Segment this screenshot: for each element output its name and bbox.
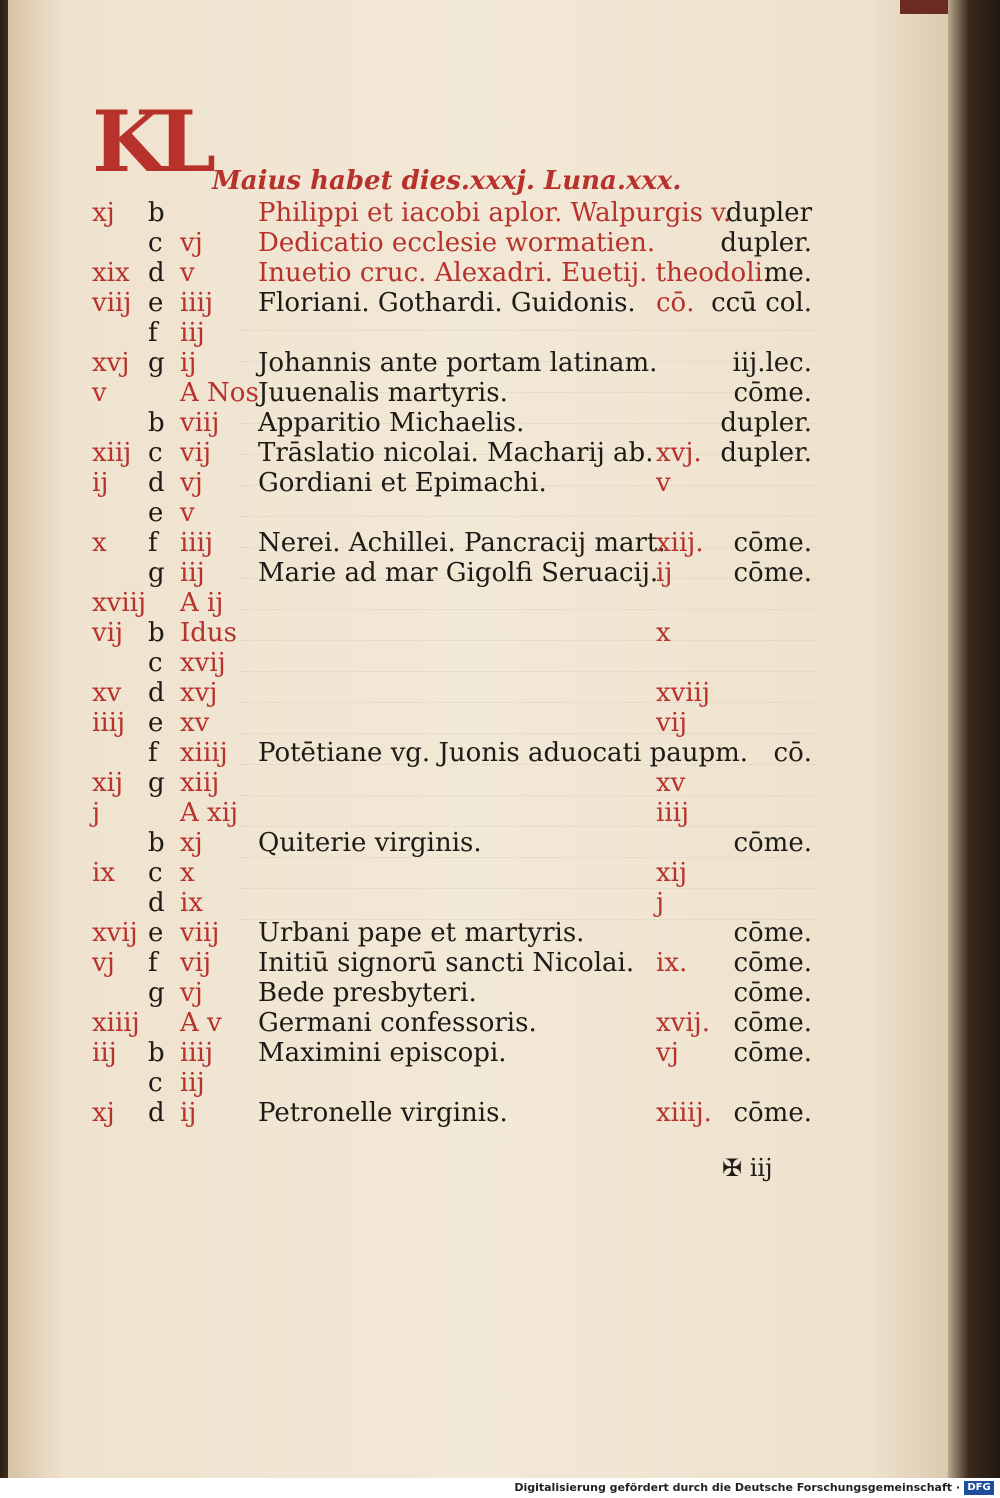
feast-name: Philippi et iacobi aplor. Walpurgis v. [258,198,732,228]
dominical-letter: c [148,228,163,258]
dominical-letter: f [148,528,158,558]
rank: cōme. [733,828,812,858]
rank: cōme. [733,948,812,978]
dominical-letter: f [148,318,158,348]
calendar-row [0,258,940,288]
calendar-row [0,468,940,498]
calendar-row [0,318,940,348]
dominical-letter: e [148,288,164,318]
dfg-logo: DFG [964,1481,994,1495]
calendar-row [0,378,940,408]
calendar-row [0,1008,940,1038]
rank: cōme. [733,918,812,948]
roman-date: x [180,858,195,888]
calendar-row [0,678,940,708]
rank: cōme. [733,528,812,558]
rank: dupler [725,198,812,228]
dominical-letter: g [148,768,165,798]
roman-date: v [180,498,195,528]
golden-number: xj [92,1098,115,1128]
page-edge [948,0,1000,1478]
rank: me. [763,258,812,288]
rank: cōme. [733,1038,812,1068]
roman-date: A Nos [180,378,259,408]
golden-number: ix [92,858,115,888]
calendar-row [0,438,940,468]
calendar-row [0,948,940,978]
roman-date: viij [180,918,220,948]
roman-date: xvij [180,648,226,678]
golden-number: xiij [92,438,132,468]
dominical-letter: d [148,258,165,288]
rank: dupler. [720,228,812,258]
roman-date: xj [180,828,203,858]
roman-date: viij [180,408,220,438]
feast-name: Potētiane vg. Juonis aduocati paupm. [258,738,749,768]
golden-number: iiij [92,708,126,738]
golden-number: xvij [92,918,138,948]
rank: dupler. [720,438,812,468]
calendar-row [0,348,940,378]
roman-date: A xij [180,798,239,828]
feast-name: Maximini episcopi. [258,1038,507,1068]
feast-name: Inuetio cruc. Alexadri. Euetij. theodoli. [258,258,772,288]
calendar-row [0,408,940,438]
dominical-letter: d [148,888,165,918]
dominical-letter: b [148,408,165,438]
dominical-letter: c [148,438,163,468]
calendar-row [0,918,940,948]
roman-date: iij [180,318,205,348]
dominical-letter: b [148,618,165,648]
calendar-row [0,198,940,228]
calendar-row [0,738,940,768]
calendar-row [0,498,940,528]
roman-date: iij [180,1068,205,1098]
margin-number: xviij [656,678,711,708]
margin-number: vij [656,708,688,738]
margin-number: ij [656,558,673,588]
margin-number: xv [656,768,686,798]
roman-date: vij [180,438,212,468]
cover-edge [900,0,948,14]
golden-number: xiiij [92,1008,140,1038]
golden-number: vij [92,618,124,648]
calendar-row [0,228,940,258]
feast-name: Gordiani et Epimachi. [258,468,547,498]
golden-number: xj [92,198,115,228]
calendar-row [0,528,940,558]
golden-number: j [92,798,101,828]
feast-name: Quiterie virginis. [258,828,482,858]
roman-date: iiij [180,288,214,318]
calendar-row [0,978,940,1008]
calendar-row [0,288,940,318]
roman-date: ix [180,888,203,918]
dominical-letter: e [148,708,164,738]
dominical-letter: f [148,738,158,768]
feast-name: Juuenalis martyris. [258,378,508,408]
rank: cō. [773,738,812,768]
calendar-row [0,708,940,738]
calendar-row [0,1068,940,1098]
dominical-letter: b [148,1038,165,1068]
rank: dupler. [720,408,812,438]
golden-number: xij [92,768,124,798]
margin-number: cō. [656,288,695,318]
dominical-letter: c [148,648,163,678]
catchword: ✠ iij [722,1154,773,1182]
dominical-letter: d [148,678,165,708]
roman-date: vj [180,468,203,498]
rank: cōme. [733,558,812,588]
margin-number: vj [656,1038,679,1068]
roman-date: vij [180,948,212,978]
roman-date: A ij [180,588,224,618]
roman-date: ij [180,1098,197,1128]
feast-name: Urbani pape et martyris. [258,918,585,948]
rank: cōme. [733,1098,812,1128]
calendar-row [0,798,940,828]
calendar-row [0,888,940,918]
dominical-letter: e [148,918,164,948]
roman-date: xvj [180,678,218,708]
dominical-letter: g [148,558,165,588]
calendar-row [0,648,940,678]
margin-number: iiij [656,798,690,828]
margin-number: xvij. [656,1008,710,1038]
dominical-letter: g [148,978,165,1008]
golden-number: iij [92,1038,117,1068]
feast-name: Dedicatio ecclesie wormatien. [258,228,656,258]
roman-date: A v [180,1008,222,1038]
feast-name: Apparitio Michaelis. [258,408,525,438]
month-heading: Maius habet dies.xxxj. Luna.xxx. [212,166,682,196]
roman-date: iiij [180,1038,214,1068]
feast-name: Petronelle virginis. [258,1098,508,1128]
calendar-row [0,1098,940,1128]
digitization-footer [0,1478,1000,1498]
roman-date: iij [180,558,205,588]
feast-name: Germani confessoris. [258,1008,537,1038]
golden-number: ij [92,468,109,498]
calendar-row [0,558,940,588]
golden-number: v [92,378,107,408]
roman-date: v [180,258,195,288]
roman-date: iiij [180,528,214,558]
feast-name: Johannis ante portam latinam. [258,348,658,378]
feast-name: Floriani. Gothardi. Guidonis. [258,288,636,318]
rank: cōme. [733,1008,812,1038]
initial-kl: KL [92,92,209,191]
margin-number: ix. [656,948,688,978]
golden-number: xix [92,258,130,288]
calendar-row [0,1038,940,1068]
golden-number: x [92,528,107,558]
footer-text: Digitalisierung gefördert durch die Deutsche Forschungsgemeinschaft · [514,1481,960,1494]
dominical-letter: b [148,828,165,858]
calendar-row [0,768,940,798]
roman-date: vj [180,978,203,1008]
golden-number: xvj [92,348,130,378]
dominical-letter: d [148,1098,165,1128]
feast-name: Nerei. Achillei. Pancracij mart. [258,528,666,558]
dominical-letter: b [148,198,165,228]
margin-number: xiiij. [656,1098,712,1128]
dominical-letter: d [148,468,165,498]
roman-date: xiiij [180,738,228,768]
roman-date: xiij [180,768,220,798]
golden-number: xviij [92,588,147,618]
margin-number: xvj. [656,438,702,468]
golden-number: vj [92,948,115,978]
rank: ccū col. [711,288,812,318]
feast-name: Trāslatio nicolai. Macharij ab. [258,438,654,468]
dominical-letter: g [148,348,165,378]
calendar-row [0,858,940,888]
dominical-letter: f [148,948,158,978]
dominical-letter: e [148,498,164,528]
dominical-letter: c [148,1068,163,1098]
roman-date: ij [180,348,197,378]
margin-number: v [656,468,671,498]
roman-date: xv [180,708,210,738]
feast-name: Bede presbyteri. [258,978,477,1008]
roman-date: vj [180,228,203,258]
feast-name: Marie ad mar Gigolfi Seruacij. [258,558,659,588]
calendar-row [0,618,940,648]
margin-number: j [656,888,665,918]
rank: cōme. [733,978,812,1008]
roman-date: Idus [180,618,238,648]
golden-number: xv [92,678,122,708]
dominical-letter: c [148,858,163,888]
golden-number: viij [92,288,132,318]
feast-name: Initiū signorū sancti Nicolai. [258,948,635,978]
calendar-row [0,588,940,618]
margin-number: xij [656,858,688,888]
margin-number: xiij. [656,528,704,558]
rank: cōme. [733,378,812,408]
margin-number: x [656,618,671,648]
rank: iij.lec. [732,348,812,378]
calendar-row [0,828,940,858]
